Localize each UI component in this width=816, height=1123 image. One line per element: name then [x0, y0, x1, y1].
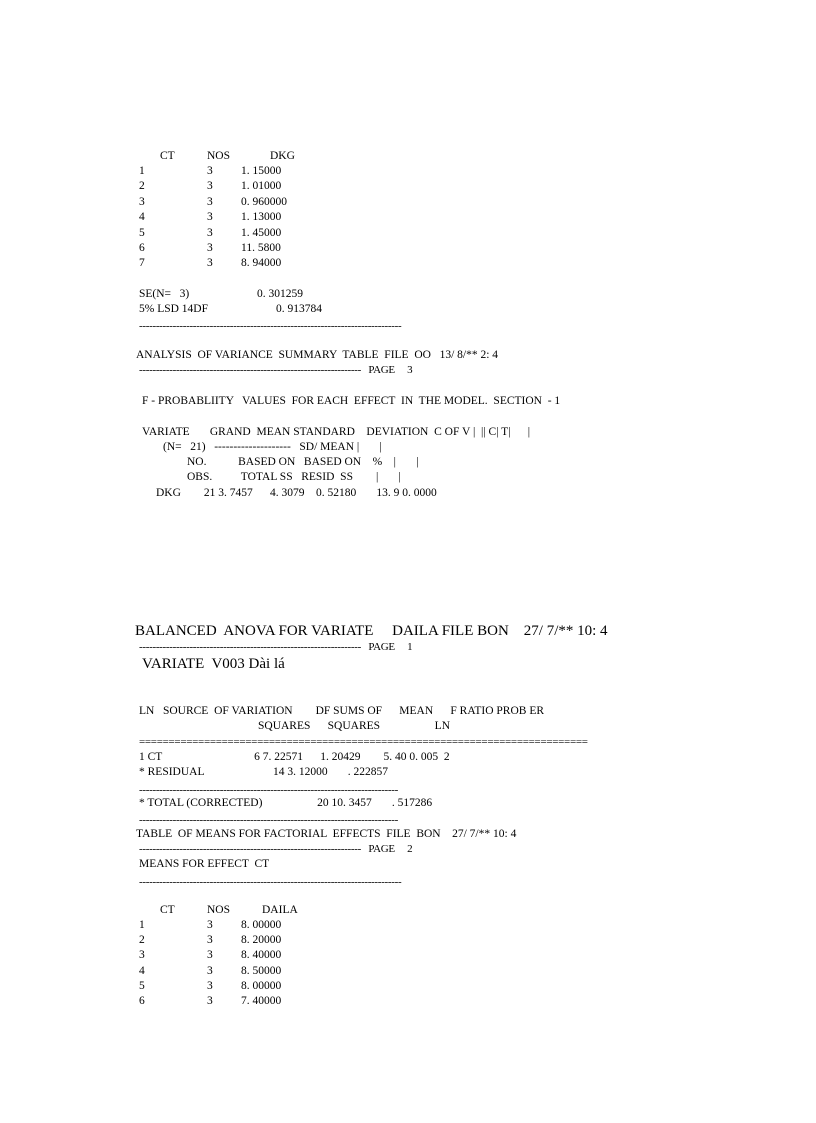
row-nos: 3 — [207, 196, 213, 208]
variate-line: VARIATE V003 Dài lá — [142, 656, 285, 672]
row-value: 1. 45000 — [241, 227, 282, 239]
row-ct: 2 — [139, 180, 145, 192]
row-nos: 3 — [207, 980, 213, 992]
row-value: 8. 00000 — [241, 980, 282, 992]
row-ct: 1 — [139, 165, 145, 177]
row-nos: 3 — [207, 919, 213, 931]
separator-line: ----------------------------------------------------------------------------- — [139, 784, 398, 796]
row-ct: 7 — [139, 257, 145, 269]
lsd-label: 5% LSD 14DF — [139, 303, 209, 315]
col-header-ct: CT — [160, 904, 175, 916]
row-nos: 3 — [207, 995, 213, 1007]
row-nos: 3 — [207, 934, 213, 946]
row-value: 8. 00000 — [241, 919, 282, 931]
col-header-var: DAILA — [262, 904, 298, 916]
row-value: 1. 13000 — [241, 211, 282, 223]
summary-header-line-1: VARIATE GRAND MEAN STANDARD DEVIATION C OF V | || C| T| | — [142, 426, 531, 438]
row-nos: 3 — [207, 965, 213, 977]
row-nos: 3 — [207, 949, 213, 961]
row-value: 0. 960000 — [241, 196, 287, 208]
page-line: ------------------------------------------------------------------ PAGE 3 — [139, 364, 413, 376]
row-value: 1. 15000 — [241, 165, 282, 177]
row-ct: 3 — [139, 196, 145, 208]
page-line: ------------------------------------------------------------------ PAGE 1 — [139, 641, 413, 653]
col-header-nos: NOS — [207, 904, 231, 916]
anova-row-total: * TOTAL (CORRECTED) 20 10. 3457 . 517286 — [139, 797, 433, 809]
summary-data-row: DKG 21 3. 7457 4. 3079 0. 52180 13. 9 0. 0000 — [156, 487, 437, 499]
col-header-var: DKG — [270, 150, 295, 162]
row-ct: 3 — [139, 949, 145, 961]
row-value: 8. 20000 — [241, 934, 282, 946]
row-ct: 6 — [139, 242, 145, 254]
summary-header-line-2: (N= 21) -------------------- SD/ MEAN | | — [163, 441, 382, 453]
separator-line: ------------------------------------------------------------------------------ — [139, 320, 402, 332]
double-rule: ============================================================================ — [139, 736, 588, 748]
row-ct: 4 — [139, 965, 145, 977]
separator-line: ------------------------------------------------------------------------------ — [139, 876, 402, 888]
row-ct: 6 — [139, 995, 145, 1007]
row-ct: 1 — [139, 919, 145, 931]
row-nos: 3 — [207, 257, 213, 269]
means-title: TABLE OF MEANS FOR FACTORIAL EFFECTS FILE BON 27/ 7/** 10: 4 — [136, 828, 517, 840]
row-nos: 3 — [207, 180, 213, 192]
row-ct: 5 — [139, 227, 145, 239]
se-label: SE(N= 3) — [139, 288, 190, 300]
row-nos: 3 — [207, 165, 213, 177]
means-for-effect: MEANS FOR EFFECT CT — [139, 858, 270, 870]
separator-line: ----------------------------------------------------------------------------- — [139, 814, 398, 826]
row-value: 11. 5800 — [241, 242, 281, 254]
anova-title: BALANCED ANOVA FOR VARIATE DAILA FILE BON 27/ 7/** 10: 4 — [135, 623, 608, 639]
row-ct: 2 — [139, 934, 145, 946]
fprob-heading: F - PROBABLIITY VALUES FOR EACH EFFECT IN THE MODEL. SECTION - 1 — [142, 395, 561, 407]
row-value: 8. 40000 — [241, 949, 282, 961]
anova-row-ct: 1 CT 6 7. 22571 1. 20429 5. 40 0. 005 2 — [139, 751, 450, 763]
row-ct: 5 — [139, 980, 145, 992]
anova-row-residual: * RESIDUAL 14 3. 12000 . 222857 — [139, 766, 389, 778]
row-nos: 3 — [207, 242, 213, 254]
summary-header-line-3: NO. BASED ON BASED ON % | | — [187, 456, 419, 468]
row-nos: 3 — [207, 211, 213, 223]
summary-header-line-4: OBS. TOTAL SS RESID SS | | — [187, 471, 401, 483]
lsd-value: 0. 913784 — [276, 303, 322, 315]
col-header-ct: CT — [160, 150, 175, 162]
anova-header-line-1: LN SOURCE OF VARIATION DF SUMS OF MEAN F RATIO PROB ER — [139, 705, 545, 717]
summary-title: ANALYSIS OF VARIANCE SUMMARY TABLE FILE OO 13/ 8/** 2: 4 — [136, 349, 499, 361]
col-header-nos: NOS — [207, 150, 231, 162]
row-value: 8. 50000 — [241, 965, 282, 977]
row-value: 1. 01000 — [241, 180, 282, 192]
row-value: 8. 94000 — [241, 257, 282, 269]
page-line: ------------------------------------------------------------------ PAGE 2 — [139, 843, 413, 855]
row-nos: 3 — [207, 227, 213, 239]
se-value: 0. 301259 — [257, 288, 303, 300]
anova-header-line-2: SQUARES SQUARES LN — [258, 720, 451, 732]
row-ct: 4 — [139, 211, 145, 223]
row-value: 7. 40000 — [241, 995, 282, 1007]
